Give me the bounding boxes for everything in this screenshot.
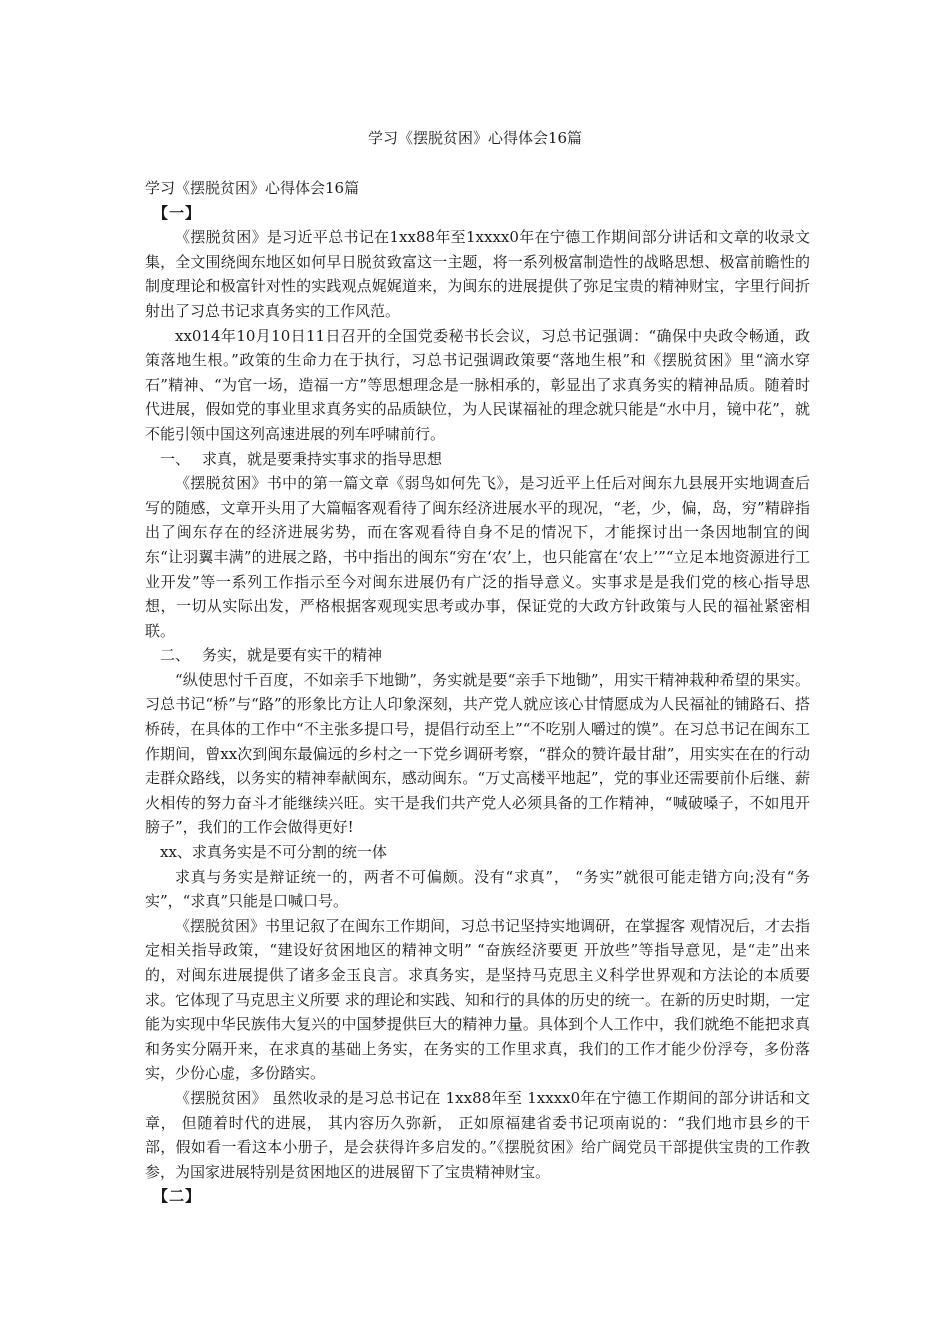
section-one-mark: 【一】: [153, 203, 202, 222]
heading-text: 务实，就是要有实干的精神: [202, 646, 383, 665]
section-two-mark: 【二】: [153, 1187, 202, 1206]
paragraph: 求真与务实是辩证统一的，两者不可偏颇。没有“求真”， “务实”就很可能走错方向;没有“务实”，“求真”只能是口喊口号。: [145, 867, 810, 911]
paragraph: 《摆脱贫困》 虽然收录的是习总书记在 1xx88年至 1xxxx0年在宁德工作期间的部分讲话和文章， 但随着时代的进展， 其内容历久弥新， 正如原福建省委书记项南说的：“我们地市县乡的干部，假如看一看这本小册子，是会获得许多启发的。”《摆脱贫困》给广阔党员干部提供宝贵的工作教参，为国家进展特别是贫困地区的进展留下了宝贵精神财宝。: [145, 1088, 810, 1181]
heading-number: 二、: [160, 646, 191, 665]
paragraph: “纵使思忖千百度，不如亲手下地锄”，务实就是要“亲手下地锄”，用实干精神栽种希望的果实。习总书记“桥”与“路”的形象比方让人印象深刻，共产党人就应该心甘情愿成为人民福祉的铺路石、搭桥砖，在具体的工作中“不主张多提口号，提倡行动至上”“不吃别人嚼过的馍”。在习总书记在闽东工作期间，曾xx次到闽东最偏远的乡村之一下党乡调研考察，“群众的赞许最甘甜”，用实实在在的行动走群众路线，以务实的精神奉献闽东，感动闽东。“万丈高楼平地起”，党的事业还需要前仆后继、薪火相传的努力奋斗才能继续兴旺。实干是我们共产党人必须具备的工作精神，“喊破嗓子，不如甩开膀子”，我们的工作会做得更好!: [145, 670, 810, 837]
section-heading: [145, 447, 810, 472]
document-title: 学习《摆脱贫困》心得体会16篇: [367, 129, 583, 147]
paragraph: 《摆脱贫困》书中的第一篇文章《弱鸟如何先飞》，是习近平上任后对闽东九县展开实地调查后写的随感，文章开头用了大篇幅客观看待了闽东经济进展水平的现况，“老，少，偏，岛，穷”精辟指出了闽东存在的经济进展劣势，而在客观看待自身不足的情况下，才能探讨出一条因地制宜的闽东“让羽翼丰满”的进展之路，书中指出的闽东“穷在‘农’上，也只能富在‘农上’”“立足本地资源进行工业开发”等一系列工作指示至今对闽东进展仍有广泛的指导意义。实事求是是我们党的核心指导思想，一切从实际出发，严格根据客观现实思考或办事，保证党的大政方针政策与人民的福祉紧密相联。: [145, 474, 810, 640]
document-subtitle: 学习《摆脱贫困》心得体会16篇: [145, 179, 360, 197]
paragraph: xx014年10月10日11日召开的全国党委秘书长会议，习总书记强调：“确保中央政令畅通，政策落地生根。”政策的生命力在于执行，习总书记强调政策要“落地生根”和《摆脱贫困》里“滴水穿石”精神、“为官一场，造福一方”等思想理念是一脉相承的，彰显出了求真务实的精神品质。随着时代进展，假如党的事业里求真务实的品质缺位，为人民谋福祉的理念就只能是“水中月，镜中花”，就不能引领中国这列高速进展的列车呼啸前行。: [145, 326, 810, 443]
heading-text: 求真，就是要秉持实事求的指导思想: [202, 449, 443, 468]
document-body: [145, 176, 810, 1209]
paragraph: 《摆脱贫困》书里记叙了在闽东工作期间，习总书记坚持实地调研，在掌握客 观情况后，才去指定相关指导政策，“建设好贫困地区的精神文明” “奋族经济要更 开放些”等指导意见，是“走”出来的，对闽东进展提供了诸多金玉良言。求真务实，是坚持马克思主义科学世界观和方法论的本质要求。它体现了马克思主义所要 求的理论和实践、知和行的具体的历史的统一。在新的历史时期，一定能为实现中华民族伟大复兴的中国梦提供巨大的精神力量。具体到个人工作中，我们就绝不能把求真和务实分隔开来，在求真的基础上务实，在务实的工作里求真，我们的工作才能少份浮夸，多份落实，少份心虚，多份踏实。: [145, 916, 810, 1083]
section-heading: [145, 643, 810, 668]
heading-number: 一、: [160, 449, 191, 468]
paragraph: 《摆脱贫困》是习近平总书记在1xx88年至1xxxx0年在宁德工作期间部分讲话和文章的收录文集，全文围绕闽东地区如何早日脱贫致富这一主题，将一系列极富制造性的战略思想、极富前瞻性的制度理论和极富针对性的实践观点娓娓道来，为闽东的进展提供了弥足宝贵的精神财宝，字里行间折射出了习总书记求真务实的工作风范。: [145, 228, 810, 320]
section-heading: xx、求真务实是不可分割的统一体: [160, 843, 387, 862]
